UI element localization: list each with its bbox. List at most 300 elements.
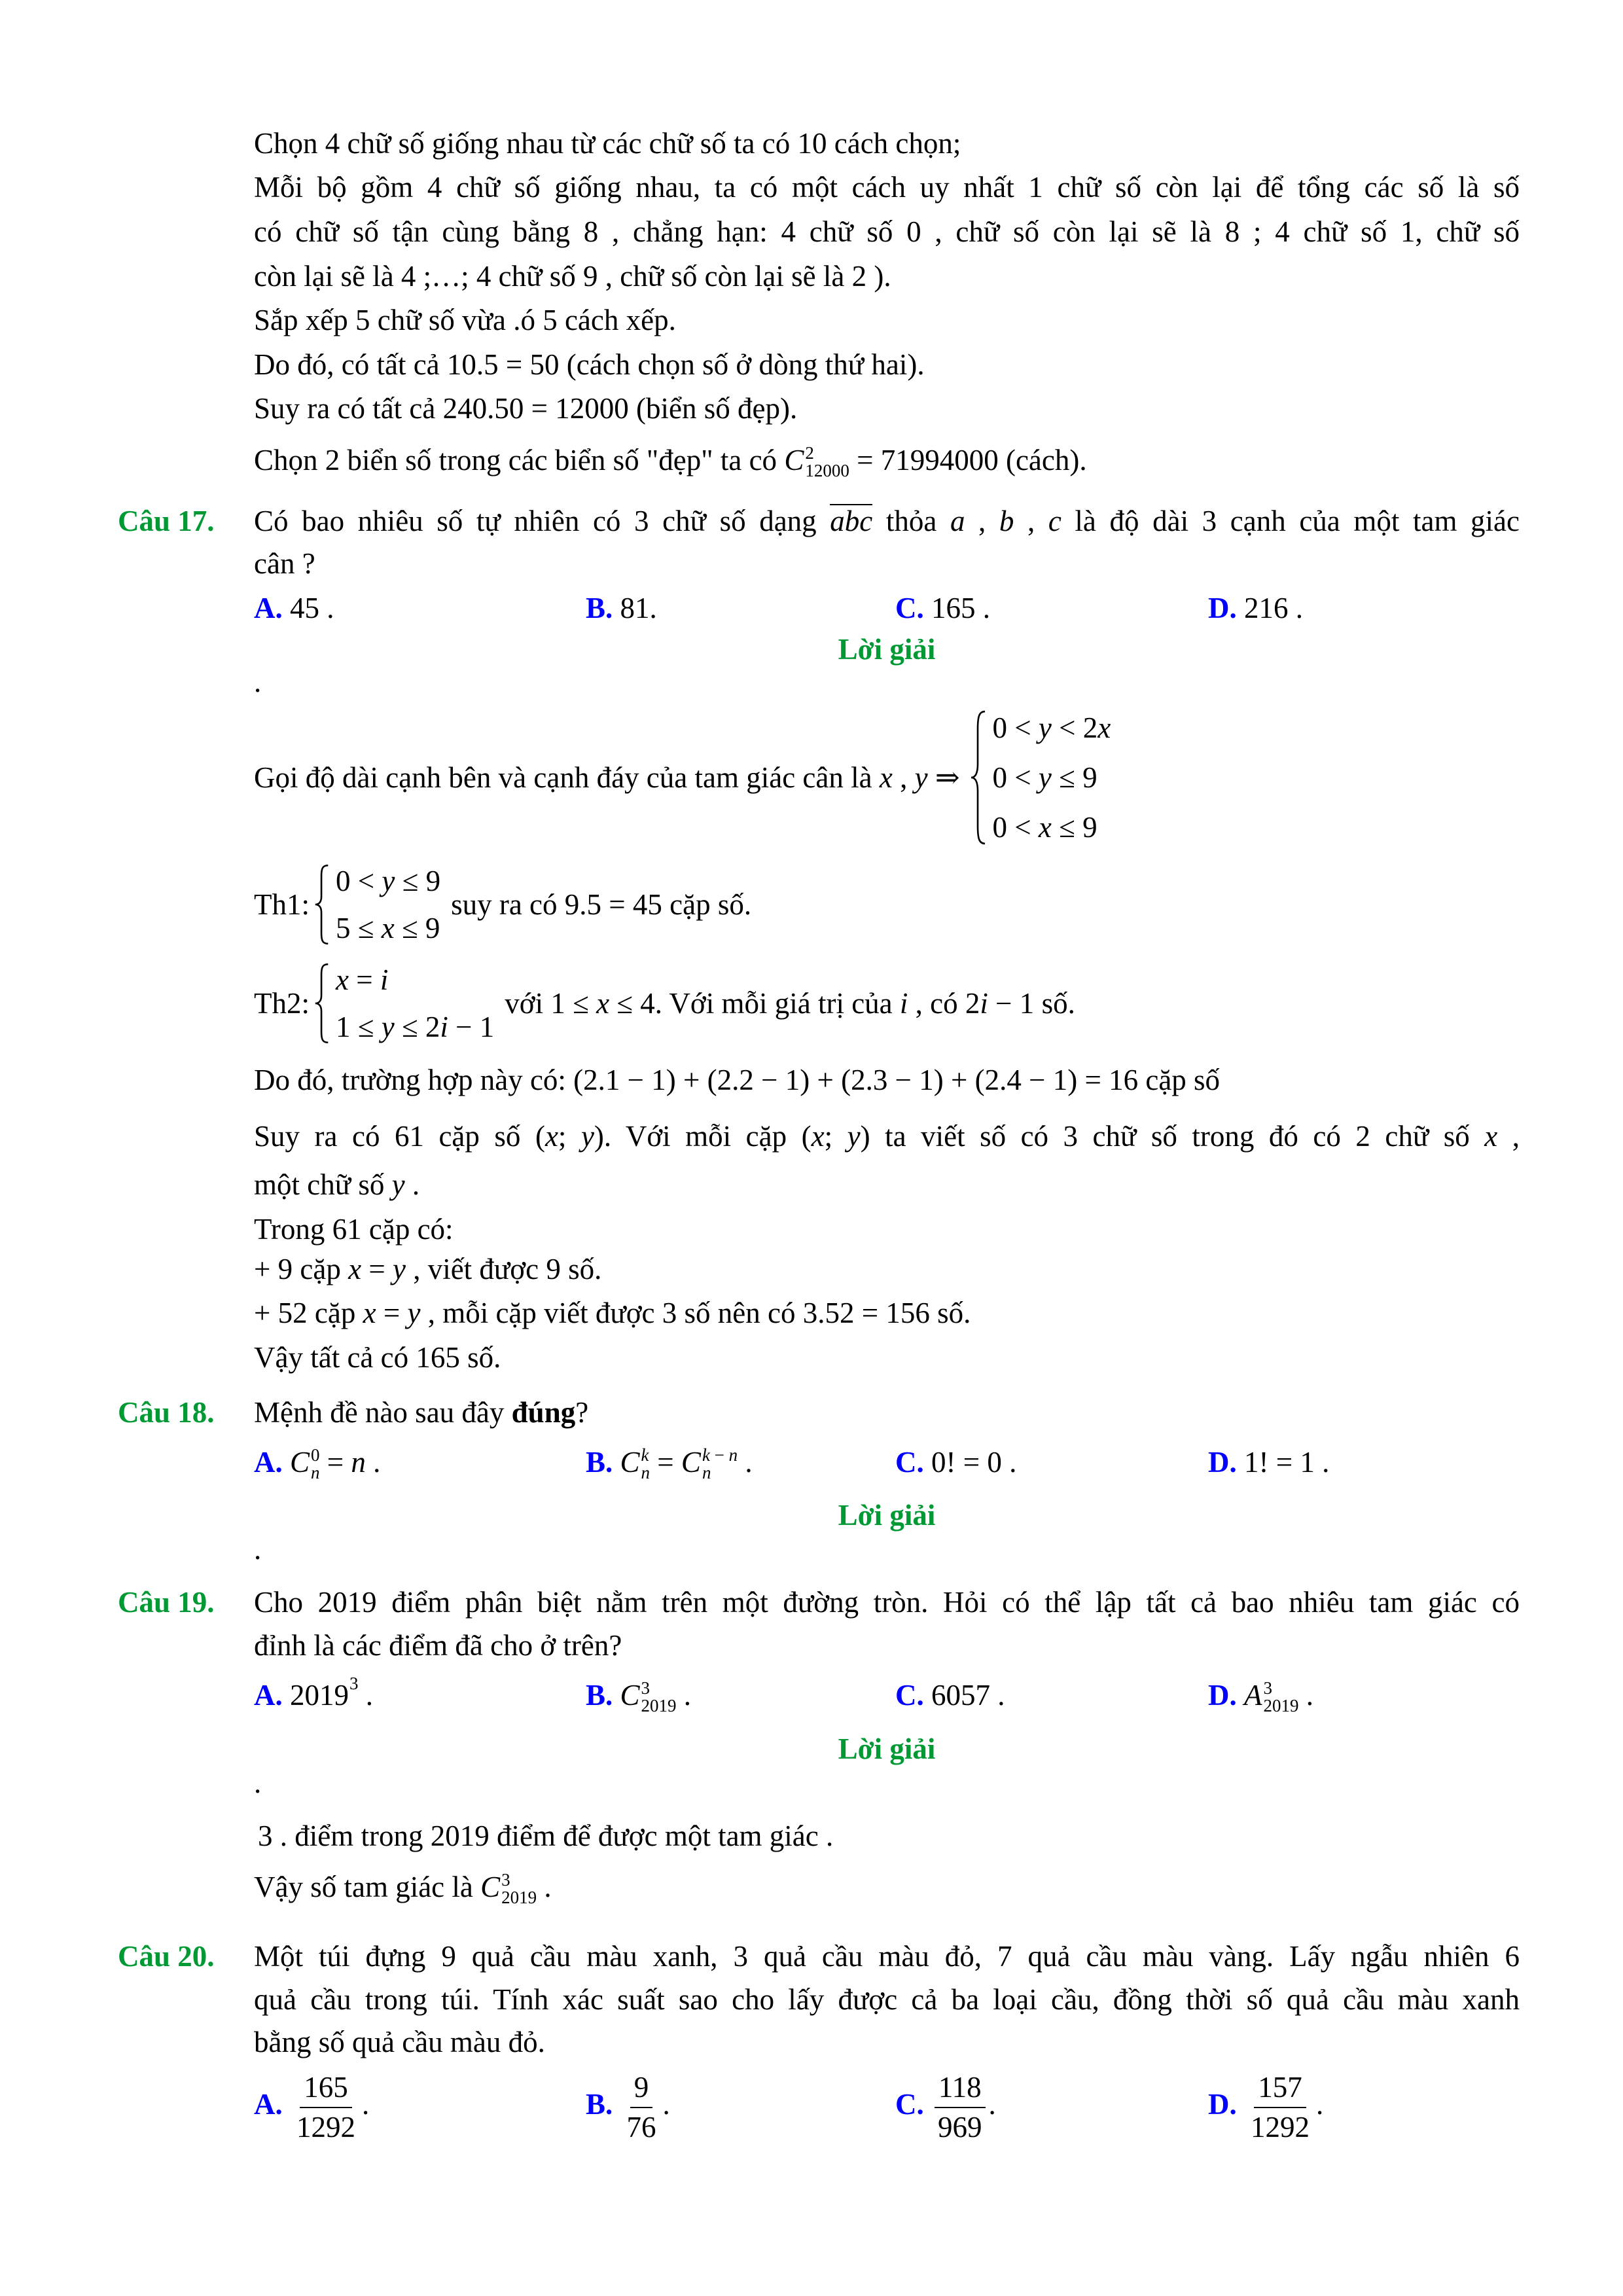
condition-line (336, 857, 440, 905)
system-conditions-stack (993, 703, 1111, 852)
text-run: Vậy số tam giác là (254, 1871, 481, 1903)
math-expression (999, 505, 1014, 537)
math-symbol: 2019 (641, 1696, 677, 1716)
text-run (924, 2088, 931, 2121)
text-run: số. (1034, 987, 1075, 1020)
option-value (924, 1679, 1005, 1712)
math-symbol: 9.5 = 45 (564, 888, 662, 921)
text-run: . (1316, 2087, 1324, 2121)
math-symbol: 3 (641, 1678, 651, 1698)
math-expression (965, 987, 1034, 1020)
option-letter: D. (1208, 2087, 1237, 2121)
math-symbol: = (361, 1253, 393, 1285)
question-stem-line (254, 2021, 1520, 2063)
option-d (1208, 1441, 1329, 1483)
math-script (480, 1866, 537, 1908)
text-run: , mỗi cặp viết được 3 số nên có (420, 1297, 803, 1329)
text-run: còn lại sẽ là 4 ;…; 4 chữ số 9 , chữ số còn lại sẽ là 2 ). (254, 260, 891, 293)
math-symbol: ; (824, 1120, 847, 1153)
fraction-denominator (934, 2108, 986, 2147)
solution-line (254, 1292, 1520, 1334)
script-base (290, 1679, 349, 1712)
math-expression (915, 761, 928, 794)
math-symbol: = (650, 1446, 681, 1479)
math-expression (880, 761, 893, 794)
option-letter: C. (895, 592, 924, 624)
text-run: , (1497, 1120, 1520, 1153)
math-variable: A (1244, 1679, 1262, 1712)
math-expression (392, 1168, 405, 1201)
text-run: . (537, 1871, 552, 1903)
text-run: . (404, 1168, 420, 1201)
text-run (613, 2088, 620, 2121)
solution-line (254, 387, 1520, 429)
superscript (641, 1679, 677, 1697)
math-variable: n (728, 1445, 738, 1465)
case-1 (254, 857, 1520, 952)
fraction-numerator (630, 2068, 653, 2108)
solution-line (258, 1815, 1524, 1857)
text-run: đỉnh là các điểm đã cho ở trên? (254, 1629, 622, 1662)
text-run: Chọn 2 biển số trong các biển số "đẹp" ta có (254, 444, 785, 476)
fraction (1247, 2068, 1313, 2146)
math-expression (320, 1446, 366, 1479)
math-variable: x (811, 1120, 825, 1153)
fraction-denominator (293, 2108, 359, 2147)
option-c (895, 1441, 1016, 1483)
text-run: 81. (613, 592, 657, 624)
solution-line (254, 1866, 1520, 1908)
option-a (254, 587, 334, 629)
math-script (784, 439, 849, 481)
text-run (1237, 2088, 1244, 2121)
text-run: Suy ra có 61 cặp số (254, 1120, 535, 1153)
math-variable: y (381, 1011, 395, 1043)
text-run: + 52 cặp (254, 1297, 363, 1329)
text-run (1237, 1679, 1244, 1712)
condition-line (993, 802, 1111, 852)
subscript (641, 1464, 651, 1482)
math-symbol: 3 (501, 1870, 510, 1890)
math-variable: x (1097, 711, 1111, 744)
text-run: Có bao nhiêu số tự nhiên có 3 chữ số dạng (254, 505, 830, 537)
subscript (1264, 1697, 1299, 1715)
option-letter: C. (895, 1446, 924, 1479)
math-variable: x (336, 963, 349, 996)
text-run: một chữ số (254, 1168, 392, 1201)
math-symbol: 969 (938, 2110, 982, 2144)
math-variable: x (363, 1297, 376, 1329)
text-run: Gọi độ dài cạnh bên và cạnh đáy của tam giác cân là (254, 761, 880, 794)
text-run (283, 2088, 290, 2121)
math-script (681, 1441, 738, 1483)
math-variable: y (1038, 761, 1052, 794)
superscript (1264, 1679, 1299, 1697)
text-run: 0! = 0 . (923, 1446, 1017, 1479)
math-symbol: 165 (304, 2071, 348, 2104)
subscript (641, 1697, 677, 1715)
math-symbol: ⇒ (935, 761, 960, 794)
solution-line (254, 211, 1520, 253)
option-value (613, 1678, 692, 1716)
option-b (586, 1441, 753, 1483)
text-run: suy ra có (451, 888, 565, 921)
math-variable: C (681, 1446, 701, 1479)
text-run: quả cầu trong túi. Tính xác suất sao cho lấy được cả ba loại cầu, đồng thời số quả cầu màu xanh (254, 1983, 1520, 2016)
math-variable: x (348, 1253, 362, 1285)
text-run: Do đó, trường hợp này có: (254, 1064, 574, 1096)
bold-text: đúng (511, 1396, 576, 1429)
math-variable: x (596, 987, 610, 1020)
text-run: Do đó, có tất cả 10.5 = 50 (cách chọn số ở dòng thứ hai). (254, 348, 925, 381)
math-symbol: 118 (938, 2071, 982, 2104)
math-variable: x (381, 912, 395, 944)
math-variable: c (1048, 505, 1061, 537)
text-run: Mỗi bộ gồm 4 chữ số giống nhau, ta có một cách uy nhất 1 chữ số còn lại để tổng các số là số (254, 171, 1520, 204)
text-run (283, 1446, 290, 1479)
option-value (924, 1446, 1017, 1479)
superscript (805, 444, 849, 462)
math-variable: i (899, 987, 908, 1020)
text-run: 45 . (282, 592, 334, 624)
math-expression (993, 811, 1097, 844)
option-letter: D. (1208, 1679, 1237, 1712)
system-intro-text (254, 757, 960, 798)
question-label: Câu 20. (118, 1940, 215, 1973)
subscript (805, 462, 849, 480)
text-run: , (965, 505, 999, 537)
solution-line (254, 1336, 1520, 1378)
math-variable: abc (830, 505, 873, 537)
text-run: bằng số quả cầu màu đỏ. (254, 2026, 545, 2058)
math-variable: C (620, 1679, 640, 1712)
option-c (895, 587, 990, 629)
math-variable: C (784, 444, 804, 476)
math-variable: y (580, 1120, 594, 1153)
math-expression (1484, 1120, 1497, 1153)
option-value (1237, 592, 1303, 624)
option-value (1237, 2071, 1324, 2144)
solution-line (254, 1208, 1520, 1250)
question-stem-line (254, 500, 1520, 542)
math-expression (336, 963, 388, 996)
math-variable: n (641, 1463, 651, 1483)
system-of-conditions (254, 703, 1520, 852)
fraction-numerator (935, 2068, 986, 2108)
math-symbol: ( (801, 1120, 812, 1153)
solution-line (254, 122, 1520, 164)
math-symbol: 2 (805, 443, 814, 463)
text-run: cặp số (1138, 1064, 1221, 1096)
text-run: Suy ra có tất cả 240.50 = 12000 (biển số đẹp). (254, 392, 798, 425)
math-symbol: = (376, 1297, 408, 1329)
math-variable: C (620, 1446, 640, 1479)
math-variable: y (391, 1168, 405, 1201)
script-indices (1264, 1679, 1299, 1715)
option-value (1237, 1446, 1330, 1479)
option-letter: B. (586, 1446, 613, 1479)
math-variable: y (382, 865, 395, 897)
option-value (613, 2071, 670, 2144)
math-symbol: 0 < (992, 761, 1039, 794)
text-run: . (676, 1679, 692, 1712)
condition-line (336, 905, 440, 952)
superscript (349, 1674, 359, 1693)
solution-title: Lời giải (838, 1499, 936, 1532)
math-variable: i (440, 1011, 448, 1043)
script-base (290, 1446, 310, 1479)
option-value (283, 1673, 373, 1712)
math-variable: n (702, 1463, 711, 1483)
case-conclusion (505, 982, 1075, 1024)
math-symbol: (2.1 − 1) + (2.2 − 1) + (2.3 − 1) + (2.4 − 1) = 16 (573, 1064, 1139, 1096)
math-symbol: 0 < (336, 865, 382, 897)
option-letter: B. (586, 592, 613, 624)
superscript (501, 1871, 537, 1889)
math-expression (650, 1446, 681, 1479)
math-expression (803, 1297, 930, 1329)
text-run: Một túi đựng 9 quả cầu màu xanh, 3 quả cầu màu đỏ, 7 quả cầu màu vàng. Lấy ngẫu nhiên 6 (254, 1940, 1520, 1973)
text-run: , viết được 9 số. (405, 1253, 602, 1285)
text-run: , có (908, 987, 965, 1020)
case-conditions-stack (336, 857, 440, 952)
option-letter: D. (1208, 592, 1237, 624)
fraction-denominator (1247, 2108, 1313, 2147)
option-letter: A. (254, 592, 283, 624)
math-symbol: 2019 (1263, 1696, 1299, 1716)
math-expression (573, 1064, 1138, 1096)
text-run (613, 1679, 620, 1712)
math-symbol: 2019 (501, 1888, 537, 1908)
option-value (613, 592, 657, 624)
math-symbol: 9 (633, 2071, 649, 2104)
math-expression (935, 761, 960, 794)
option-value (613, 1445, 753, 1483)
script-indices (805, 444, 849, 480)
math-variable: n (311, 1463, 320, 1483)
text-run: Vậy tất cả có 165 số. (254, 1341, 501, 1374)
math-expression (535, 1120, 604, 1153)
option-letter: C. (895, 2087, 924, 2121)
option-value (283, 1445, 381, 1483)
math-variable: y (392, 1253, 406, 1285)
math-symbol: ≤ 2 (394, 1011, 440, 1043)
math-symbol: = (348, 963, 380, 996)
math-expression (802, 1120, 870, 1153)
text-run: , (892, 761, 915, 794)
math-symbol: ≤ 9 (1051, 811, 1097, 844)
math-expression (336, 912, 440, 944)
math-variable: C (480, 1871, 501, 1903)
option-d (1208, 2068, 1324, 2144)
option-value (924, 2071, 996, 2144)
math-symbol: ≤ 9 (1051, 761, 1097, 794)
question-stem-line (254, 1979, 1520, 2020)
text-run: cân ? (254, 547, 315, 580)
text-run: số. (929, 1297, 971, 1329)
script-indices (702, 1446, 738, 1482)
math-symbol: − 1 (448, 1011, 495, 1043)
text-run (613, 1446, 620, 1479)
text-run: 6057 . (923, 1679, 1005, 1712)
text-run: . Với mỗi cặp (603, 1120, 802, 1153)
condition-line (993, 753, 1111, 802)
text-run: . (662, 2087, 670, 2121)
text-run: Chọn 4 chữ số giống nhau từ các chữ số ta có 10 cách chọn; (254, 127, 961, 160)
math-symbol: 1 ≤ (550, 987, 597, 1020)
script-base (1244, 1679, 1262, 1712)
math-symbol: ≤ 9 (394, 912, 440, 944)
superscript (311, 1446, 320, 1464)
math-symbol: 1292 (296, 2110, 355, 2144)
math-variable: k (702, 1445, 710, 1465)
left-brace (313, 963, 330, 1043)
condition-line (336, 1003, 494, 1050)
math-expression (993, 711, 1111, 744)
solution-line (254, 299, 1520, 341)
math-variable: x (1038, 811, 1052, 844)
text-run: . (362, 2087, 370, 2121)
fraction (934, 2068, 986, 2146)
math-expression (336, 865, 440, 897)
math-symbol: 0 (311, 1445, 320, 1465)
solution-line (254, 1059, 1520, 1101)
fraction-denominator (623, 2108, 660, 2147)
text-run: Sắp xếp 5 chữ số vừa .ó 5 cách xếp. (254, 304, 676, 336)
solution-line (254, 255, 1520, 297)
script-base (784, 444, 804, 476)
script-indices (349, 1675, 359, 1693)
option-a (254, 1441, 380, 1483)
math-symbol: ≤ 9 (395, 865, 441, 897)
text-run: 216 . (1236, 592, 1303, 624)
text-run: thỏa (872, 505, 950, 537)
subscript (702, 1464, 738, 1482)
math-symbol: 0 < (992, 811, 1039, 844)
condition-line (336, 956, 494, 1003)
script-indices (501, 1871, 537, 1907)
math-expression (1048, 505, 1061, 537)
superscript (641, 1446, 651, 1464)
math-variable: x (879, 761, 893, 794)
question-label: Câu 18. (118, 1396, 215, 1429)
question-stem-line (254, 1935, 1520, 1977)
math-symbol: 2 (965, 987, 980, 1020)
math-variable: C (290, 1446, 310, 1479)
text-run: . (1298, 1679, 1313, 1712)
text-run: . (988, 2087, 996, 2121)
solution-line (254, 344, 1520, 386)
math-variable: y (847, 1120, 861, 1153)
text-run: . (358, 1679, 373, 1712)
text-run: cặp số. (662, 888, 752, 921)
math-symbol: 76 (626, 2110, 656, 2144)
option-letter: C. (895, 1679, 924, 1712)
text-run: là độ dài 3 cạnh của một tam giác (1061, 505, 1520, 537)
overlined-number (830, 504, 872, 537)
solution-line (254, 439, 1520, 481)
math-script (620, 1441, 651, 1483)
text-run: với (505, 987, 551, 1020)
solution-line (254, 166, 1520, 208)
option-letter: D. (1208, 1446, 1237, 1479)
text-run (928, 761, 935, 794)
math-symbol: 12000 (805, 461, 849, 481)
math-symbol: 3 (1263, 1678, 1272, 1698)
math-variable: k (641, 1445, 649, 1465)
case-label: Th1: (254, 888, 310, 921)
question-stem-line (254, 1624, 1520, 1666)
option-letter: A. (254, 2087, 283, 2121)
text-run: Mệnh đề nào sau đây (254, 1396, 512, 1429)
text-run: = 71994000 (cách). (849, 444, 1087, 476)
question-label: Câu 19. (118, 1586, 215, 1619)
math-symbol: 3.52 = 156 (802, 1297, 930, 1329)
subscript (501, 1889, 537, 1907)
math-expression (950, 505, 965, 537)
text-run: + 9 cặp (254, 1253, 349, 1285)
text-run: Cho 2019 điểm phân biệt nằm trên một đường tròn. Hỏi có thể lập tất cả bao nhiêu tam giác có (254, 1586, 1520, 1619)
math-expression (336, 1011, 494, 1043)
solution-title: Lời giải (838, 633, 936, 666)
math-symbol: ≤ 4 (609, 987, 655, 1020)
condition-line (993, 703, 1111, 753)
math-symbol: ) (860, 1120, 870, 1153)
option-d (1208, 587, 1303, 629)
text-run: . (738, 1446, 753, 1479)
math-symbol: < 2 (1051, 711, 1098, 744)
option-b (586, 1674, 691, 1716)
option-letter: A. (254, 1446, 283, 1479)
math-symbol: 3 (349, 1673, 359, 1693)
math-expression (993, 761, 1097, 794)
solution-line (254, 1164, 1520, 1206)
text-run: . Với mỗi giá trị của (654, 987, 900, 1020)
math-symbol: 1 ≤ (336, 1011, 382, 1043)
math-expression (900, 987, 908, 1020)
option-a (254, 2068, 370, 2144)
math-variable: y (1038, 711, 1052, 744)
script-base (681, 1446, 701, 1479)
option-b (586, 2068, 670, 2144)
math-variable: y (914, 761, 928, 794)
math-script (290, 1674, 359, 1716)
option-letter: B. (586, 2087, 613, 2121)
math-variable: y (407, 1297, 421, 1329)
case-2 (254, 956, 1520, 1050)
math-script (620, 1674, 677, 1716)
option-letter: B. (586, 1679, 613, 1712)
math-symbol: − (709, 1445, 729, 1465)
math-symbol: 0 < (992, 711, 1039, 744)
solution-line (254, 1248, 1520, 1290)
math-variable: i (980, 987, 988, 1020)
left-brace (969, 710, 988, 845)
question-label: Câu 17. (118, 505, 215, 537)
fraction (623, 2068, 660, 2146)
math-expression (348, 1253, 406, 1285)
math-variable: a (950, 505, 965, 537)
solution-dot: . (254, 1533, 262, 1566)
math-symbol: 1292 (1251, 2110, 1310, 2144)
option-a (254, 1674, 373, 1716)
text-run: 165 . (923, 592, 990, 624)
math-expression (565, 888, 662, 921)
script-base (480, 1871, 500, 1903)
case-conclusion (451, 884, 751, 925)
math-script (1244, 1674, 1299, 1716)
math-variable: x (544, 1120, 558, 1153)
